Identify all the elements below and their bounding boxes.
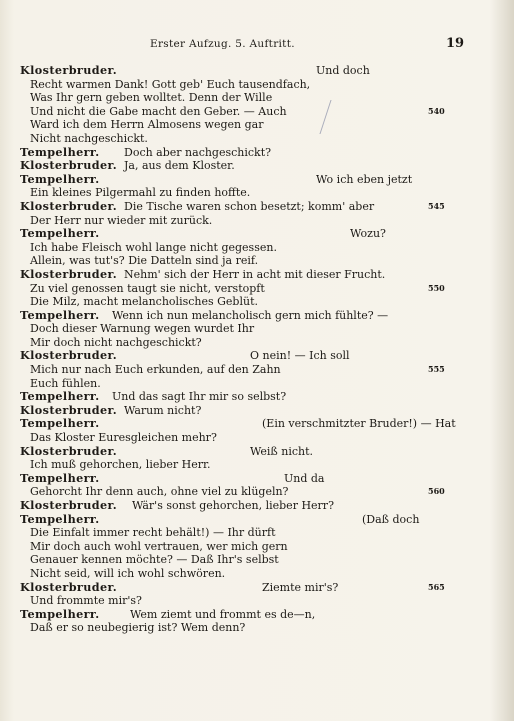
- verse-text: Mir doch auch wohl vertrauen, wer mich gern: [30, 539, 288, 553]
- speech-text: Und doch: [316, 64, 370, 77]
- verse-text: Allein, was tut's? Die Datteln sind ja reif.: [30, 254, 259, 268]
- speech-text: Weiß nicht.: [250, 444, 314, 458]
- verse-text: Ich muß gehorchen, lieber Herr.: [30, 458, 211, 472]
- verse-text: Zu viel genossen taugt sie nicht, verstopft: [30, 281, 265, 295]
- verse-text: Recht warmen Dank! Gott geb' Euch tausendfach,: [30, 77, 311, 91]
- line-number: 550: [428, 282, 445, 293]
- verse-line: [20, 594, 480, 608]
- speech-text: (Ein verschmitzter Bruder!) — Hat: [262, 417, 456, 431]
- verse-line: [20, 322, 480, 336]
- verse-line: [20, 132, 480, 146]
- speaker-name: Klosterbruder.: [20, 498, 118, 512]
- verse-text: Euch fühlen.: [30, 376, 101, 390]
- line-number: 540: [428, 105, 445, 116]
- speech-text: Und da: [284, 471, 325, 485]
- verse-text: Das Kloster Euresgleichen mehr?: [30, 431, 217, 445]
- verse-line: [20, 485, 480, 499]
- verse-text: Genauer kennen möchte? — Daß Ihr's selbst: [30, 553, 279, 567]
- verse-line: [20, 431, 480, 445]
- speaker-name: Tempelherr.: [20, 307, 100, 322]
- speech-text: Wenn ich nun melancholisch gern mich fühlte? —: [112, 308, 389, 322]
- verse-text: Die Einfalt immer recht behält!) — Ihr dürft: [30, 526, 276, 540]
- verse-text: Ward ich dem Herrn Almosens wegen gar: [30, 118, 264, 132]
- verse-line: [20, 118, 480, 132]
- speaker-line: [20, 404, 480, 418]
- speaker-line: [20, 417, 480, 431]
- verse-text: Und nicht die Gabe macht den Geber. — Auch: [30, 104, 287, 118]
- speech-text: Ziemte mir's?: [262, 580, 339, 594]
- verse-line: [20, 78, 480, 92]
- verse-text: Mich nur nach Euch erkunden, auf den Zahn: [30, 363, 281, 377]
- verse-text: Der Herr nur wieder mit zurück.: [30, 213, 213, 227]
- speech-text: Doch aber nachgeschickt?: [124, 145, 272, 159]
- line-number: 555: [428, 364, 445, 375]
- dialogue-text: [20, 64, 480, 635]
- speech-text: Die Tische waren schon besetzt; komm' aber: [124, 199, 375, 213]
- speech-text: Warum nicht?: [124, 403, 202, 417]
- speaker-line: [20, 349, 480, 363]
- speech-text: Wo ich eben jetzt: [316, 172, 413, 186]
- line-number: 565: [428, 581, 445, 592]
- verse-line: [20, 336, 480, 350]
- speaker-name: Tempelherr.: [20, 144, 100, 159]
- verse-text: Mir doch nicht nachgeschickt?: [30, 335, 202, 349]
- speech-text: Nehm' sich der Herr in acht mit dieser Frucht.: [124, 267, 386, 281]
- verse-line: [20, 91, 480, 105]
- speaker-line: [20, 390, 480, 404]
- speaker-line: [20, 159, 480, 173]
- speaker-line: [20, 445, 480, 459]
- verse-text: Und frommte mir's?: [30, 594, 142, 608]
- speaker-name: Tempelherr.: [20, 416, 100, 431]
- line-number: 560: [428, 486, 445, 497]
- verse-text: Ich habe Fleisch wohl lange nicht gegessen.: [30, 240, 277, 254]
- speaker-line: [20, 608, 480, 622]
- verse-line: [20, 282, 480, 296]
- speaker-name: Klosterbruder.: [20, 63, 118, 77]
- speaker-line: [20, 581, 480, 595]
- verse-line: [20, 254, 480, 268]
- speaker-name: Klosterbruder.: [20, 348, 118, 363]
- speaker-name: Klosterbruder.: [20, 158, 118, 173]
- speaker-line: [20, 200, 480, 214]
- running-head: [0, 36, 514, 52]
- verse-text: Ein kleines Pilgermahl zu finden hoffte.: [30, 186, 251, 200]
- page-number: 19: [446, 36, 465, 51]
- speaker-line: [20, 268, 480, 282]
- verse-line: [20, 363, 480, 377]
- speaker-line: [20, 173, 480, 187]
- speaker-name: Tempelherr.: [20, 470, 100, 485]
- speaker-name: Tempelherr.: [20, 171, 100, 186]
- speaker-line: [20, 513, 480, 527]
- verse-line: [20, 105, 480, 119]
- speaker-name: Klosterbruder.: [20, 579, 118, 594]
- speech-text: (Daß doch: [362, 512, 420, 526]
- verse-text: Die Milz, macht melancholisches Geblüt.: [30, 295, 258, 309]
- speech-text: Wozu?: [350, 227, 386, 241]
- verse-line: [20, 526, 480, 540]
- speaker-line: [20, 499, 480, 513]
- speaker-line: [20, 64, 480, 78]
- speaker-name: Tempelherr.: [20, 226, 100, 241]
- speaker-line: [20, 472, 480, 486]
- speaker-line: [20, 309, 480, 323]
- speaker-line: [20, 146, 480, 160]
- speech-text: Und das sagt Ihr mir so selbst?: [112, 390, 287, 404]
- speech-text: O nein! — Ich soll: [250, 349, 350, 363]
- verse-text: Gehorcht Ihr denn auch, ohne viel zu klügeln?: [30, 485, 289, 499]
- speaker-name: Klosterbruder.: [20, 266, 118, 281]
- verse-text: Nicht seid, will ich wohl schwören.: [30, 566, 226, 580]
- verse-line: [20, 458, 480, 472]
- verse-text: Was Ihr gern geben wolltet. Denn der Wille: [30, 91, 273, 105]
- speaker-name: Tempelherr.: [20, 606, 100, 621]
- speaker-name: Klosterbruder.: [20, 198, 118, 213]
- speech-text: Wär's sonst gehorchen, lieber Herr?: [132, 499, 334, 512]
- speaker-name: Klosterbruder.: [20, 443, 118, 458]
- verse-text: Doch dieser Warnung wegen wurdet Ihr: [30, 322, 255, 336]
- line-number: 545: [428, 200, 445, 211]
- speaker-name: Tempelherr.: [20, 389, 100, 404]
- verse-line: [20, 567, 480, 581]
- verse-line: [20, 553, 480, 567]
- verse-line: [20, 621, 480, 635]
- speaker-name: Tempelherr.: [20, 511, 100, 526]
- verse-line: [20, 377, 480, 391]
- verse-line: [20, 241, 480, 255]
- verse-line: [20, 214, 480, 228]
- speaker-line: [20, 227, 480, 241]
- verse-line: [20, 186, 480, 200]
- verse-line: [20, 295, 480, 309]
- verse-line: [20, 540, 480, 554]
- speaker-name: Klosterbruder.: [20, 402, 118, 417]
- speech-text: Wem ziemt und frommt es de—n,: [130, 607, 316, 621]
- speech-text: Ja, aus dem Kloster.: [124, 159, 235, 173]
- running-head-title: Erster Aufzug. 5. Auftritt.: [150, 38, 295, 50]
- verse-text: Nicht nachgeschickt.: [30, 131, 148, 145]
- verse-text: Daß er so neubegierig ist? Wem denn?: [30, 621, 246, 635]
